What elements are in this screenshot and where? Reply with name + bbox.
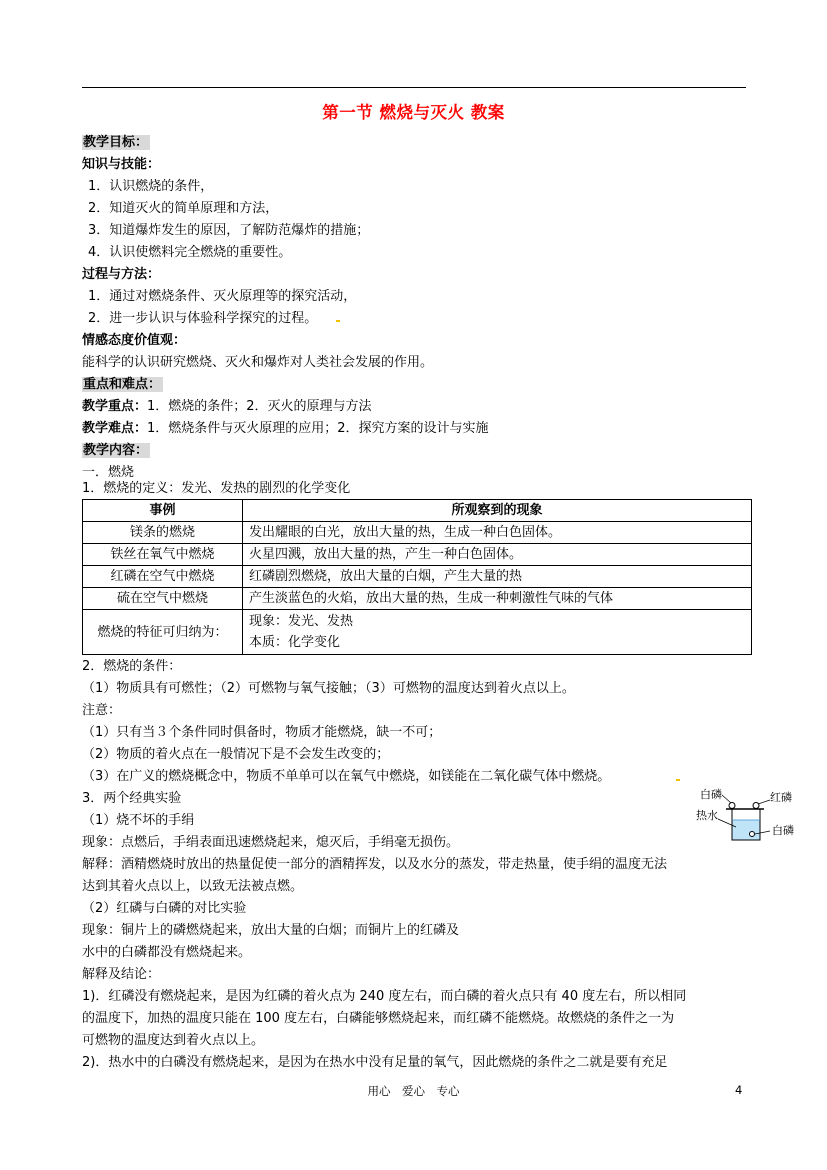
note-label: 注意： bbox=[82, 703, 122, 718]
summary-phenomenon: 现象：发光、发热 bbox=[249, 614, 354, 629]
table-cell: 硫在空气中燃烧 bbox=[83, 588, 243, 610]
knowledge-item: 4．认识使燃料完全燃烧的重要性。 bbox=[88, 245, 292, 260]
page-footer: 用心 爱心 专心 bbox=[367, 1084, 460, 1098]
table-cell: 火星四溅，放出大量的热，产生一种白色固体。 bbox=[243, 544, 752, 566]
content-heading: 教学内容： bbox=[83, 443, 149, 458]
label-white-phosphorus-bottom: 白磷 bbox=[772, 824, 794, 837]
table-cell: 铁丝在氧气中燃烧 bbox=[83, 544, 243, 566]
conclusion-line: 1)．红磷没有燃烧起来，是因为红磷的着火点为 240 度左右，而白磷的着火点只有 40 度左右，所以相同 bbox=[82, 989, 687, 1004]
table-header: 所观察到的现象 bbox=[243, 500, 752, 522]
table-cell: 红磷剧烈燃烧，放出大量的白烟，产生大量的热 bbox=[243, 566, 752, 588]
note-item: （1）只有当３个条件同时俱备时，物质才能燃烧，缺一不可； bbox=[82, 725, 442, 740]
table-row bbox=[83, 522, 752, 544]
process-heading: 过程与方法： bbox=[82, 267, 161, 282]
conditions-heading: 2．燃烧的条件： bbox=[82, 659, 182, 674]
attitude-text: 能科学的认识研究燃烧、灭火和爆炸对人类社会发展的作用。 bbox=[82, 355, 434, 370]
process-item: 2．进一步认识与体验科学探究的过程。 bbox=[88, 311, 318, 326]
exp1-title: （1）烧不坏的手绢 bbox=[82, 813, 195, 828]
table-cell bbox=[243, 610, 752, 655]
exp1-phenomenon: 现象：点燃后，手绢表面迅速燃烧起来，熄灭后，手绢毫无损伤。 bbox=[82, 835, 460, 850]
table-header-row bbox=[83, 500, 752, 522]
experiments-heading: 3．两个经典实验 bbox=[82, 791, 182, 806]
observation-table bbox=[82, 499, 752, 655]
keypoints-heading: 重点和难点： bbox=[83, 377, 162, 392]
table-row bbox=[83, 544, 752, 566]
note-item: （3）在广义的燃烧概念中，物质不单单可以在氧气中燃烧，如镁能在二氧化碳气体中燃烧。 bbox=[82, 769, 611, 784]
note-item: （2）物质的着火点在一般情况下是不会发生改变的； bbox=[82, 747, 390, 762]
exp2-title: （2）红磷与白磷的对比实验 bbox=[82, 901, 247, 916]
stray-mark bbox=[676, 779, 680, 781]
focus-text: 1．燃烧的条件；2．灭火的原理与方法 bbox=[147, 399, 372, 414]
definition-line: 1．燃烧的定义：发光、发热的剧烈的化学变化 bbox=[82, 481, 351, 496]
exp1-explain: 解释：酒精燃烧时放出的热量促使一部分的酒精挥发，以及水分的蒸发，带走热量，使手绢的温度无法 bbox=[82, 857, 668, 872]
knowledge-item: 3．知道爆炸发生的原因，了解防范爆炸的措施； bbox=[88, 223, 370, 238]
table-cell: 发出耀眼的白光，放出大量的热，生成一种白色固体。 bbox=[243, 522, 752, 544]
knowledge-item: 2．知道灭火的简单原理和方法， bbox=[88, 201, 279, 216]
table-cell: 镁条的燃烧 bbox=[83, 522, 243, 544]
stray-mark bbox=[336, 320, 340, 322]
conclusion-line: 可燃物的温度达到着火点以上。 bbox=[82, 1033, 265, 1048]
table-row bbox=[83, 588, 752, 610]
conclusion-label: 解释及结论： bbox=[82, 967, 161, 982]
table-row bbox=[83, 610, 752, 655]
beaker-diagram bbox=[694, 787, 802, 845]
objectives-heading: 教学目标： bbox=[83, 135, 149, 150]
page-title: 第一节 燃烧与灭火 教案 bbox=[322, 103, 505, 122]
section-combustion: 一．燃烧 bbox=[82, 465, 135, 480]
conclusion-line: 的温度下，加热的温度只能在 100 度左右，白磷能够燃烧起来，而红磷不能燃烧。故燃烧的条件之一为 bbox=[82, 1011, 675, 1026]
table-cell: 红磷在空气中燃烧 bbox=[83, 566, 243, 588]
difficulty-label: 教学难点： bbox=[82, 421, 148, 436]
knowledge-heading: 知识与技能： bbox=[82, 157, 161, 172]
table-row bbox=[83, 566, 752, 588]
focus-line bbox=[82, 396, 372, 418]
process-item: 1．通过对燃烧条件、灭火原理等的探究活动， bbox=[88, 289, 357, 304]
difficulty-text: 1．燃烧条件与灭火原理的应用；2．探究方案的设计与实施 bbox=[147, 421, 489, 436]
table-cell: 产生淡蓝色的火焰，放出大量的热，生成一种刺激性气味的气体 bbox=[243, 588, 752, 610]
label-white-phosphorus-top: 白磷 bbox=[700, 788, 722, 801]
summary-essence: 本质：化学变化 bbox=[249, 635, 341, 650]
table-cell: 燃烧的特征可归纳为： bbox=[83, 610, 243, 655]
exp2-phenomenon: 现象：铜片上的磷燃烧起来，放出大量的白烟；而铜片上的红磷及 bbox=[82, 923, 460, 938]
header-rule bbox=[82, 87, 746, 88]
phosphorus-experiment-figure bbox=[694, 787, 802, 845]
knowledge-item: 1．认识燃烧的条件， bbox=[88, 179, 214, 194]
conclusion-line: 2)．热水中的白磷没有燃烧起来，是因为在热水中没有足量的氧气，因此燃烧的条件之二就是要有充足 bbox=[82, 1055, 668, 1070]
exp2-phenomenon: 水中的白磷都没有燃烧起来。 bbox=[82, 945, 252, 960]
focus-label: 教学重点： bbox=[82, 399, 148, 414]
difficulty-line bbox=[82, 418, 489, 440]
page-number: 4 bbox=[735, 1083, 743, 1097]
attitude-heading: 情感态度价值观： bbox=[82, 333, 187, 348]
label-hot-water: 热水 bbox=[696, 809, 718, 822]
label-red-phosphorus: 红磷 bbox=[770, 791, 792, 804]
exp1-explain: 达到其着火点以上，以致无法被点燃。 bbox=[82, 879, 304, 894]
table-header: 事例 bbox=[83, 500, 243, 522]
conditions-text: （1）物质具有可燃性；（2）可燃物与氧气接触；（3）可燃物的温度达到着火点以上。 bbox=[82, 681, 575, 696]
